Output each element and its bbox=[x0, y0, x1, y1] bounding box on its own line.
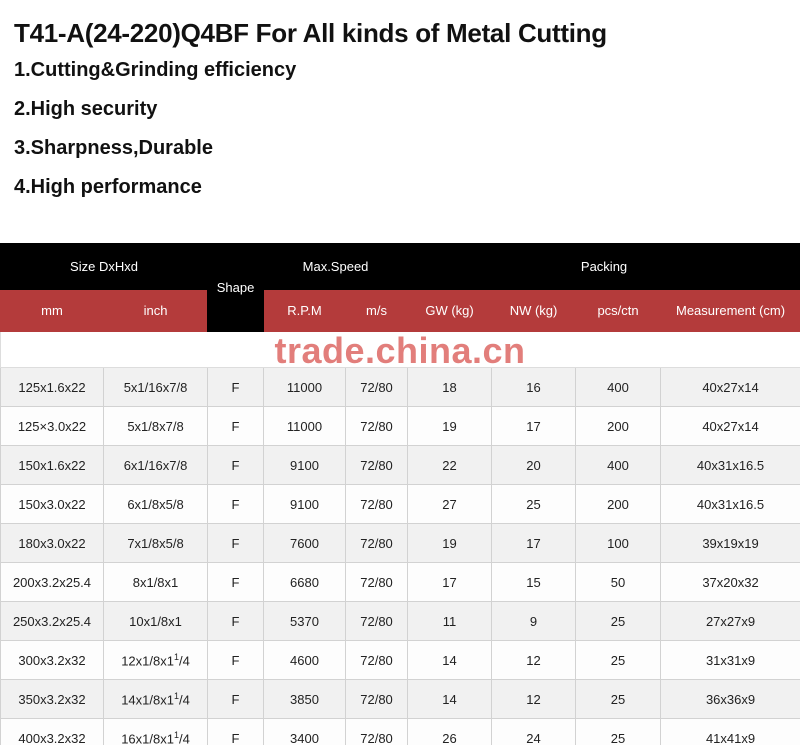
table-cell: 12 bbox=[492, 680, 576, 719]
table-cell: 6x1/16x7/8 bbox=[104, 446, 208, 485]
spec-table-wrapper bbox=[0, 243, 800, 745]
table-cell: 25 bbox=[576, 641, 661, 680]
table-cell: $14x1/8x1^1/4$ bbox=[104, 680, 208, 719]
table-cell: 19 bbox=[408, 524, 492, 563]
table-cell: 10x1/8x1 bbox=[104, 602, 208, 641]
table-cell: 72/80 bbox=[346, 719, 408, 745]
table-cell: 37x20x32 bbox=[661, 563, 800, 602]
table-cell: 40x31x16.5 bbox=[661, 485, 800, 524]
table-cell: 5370 bbox=[264, 602, 346, 641]
feature-list bbox=[0, 49, 800, 199]
table-cell: 7x1/8x5/8 bbox=[104, 524, 208, 563]
group-header-packing: Packing bbox=[408, 244, 800, 290]
table-cell: 31x31x9 bbox=[661, 641, 800, 680]
table-cell: 400x3.2x32 bbox=[1, 719, 104, 745]
table-cell: 16 bbox=[492, 368, 576, 407]
table-cell: 5x1/16x7/8 bbox=[104, 368, 208, 407]
table-cell: 50 bbox=[576, 563, 661, 602]
table-cell: F bbox=[208, 485, 264, 524]
table-cell: F bbox=[208, 680, 264, 719]
table-cell: 7600 bbox=[264, 524, 346, 563]
table-cell: $12x1/8x1^1/4$ bbox=[104, 641, 208, 680]
watermark: trade.china.cn bbox=[274, 330, 526, 371]
table-cell: 72/80 bbox=[346, 602, 408, 641]
table-cell: 3850 bbox=[264, 680, 346, 719]
table-cell: 72/80 bbox=[346, 485, 408, 524]
table-row bbox=[1, 719, 800, 745]
table-sub-header-row bbox=[1, 290, 800, 332]
col-header-inch: inch bbox=[104, 290, 208, 332]
table-body bbox=[1, 332, 800, 745]
table-cell: 11000 bbox=[264, 407, 346, 446]
table-cell: 18 bbox=[408, 368, 492, 407]
table-cell: 19 bbox=[408, 407, 492, 446]
table-row bbox=[1, 680, 800, 719]
list-item: 1.Cutting&Grinding efficiency bbox=[14, 59, 297, 81]
table-cell: 17 bbox=[492, 524, 576, 563]
col-header-pcsctn: pcs/ctn bbox=[576, 290, 661, 332]
table-cell: F bbox=[208, 641, 264, 680]
table-cell: F bbox=[208, 602, 264, 641]
table-cell: 6x1/8x5/8 bbox=[104, 485, 208, 524]
table-cell: 26 bbox=[408, 719, 492, 745]
group-header-shape: Shape bbox=[208, 244, 264, 332]
table-cell: $16x1/8x1^1/4$ bbox=[104, 719, 208, 745]
table-row bbox=[1, 368, 800, 407]
table-cell: 20 bbox=[492, 446, 576, 485]
table-spacer-row bbox=[1, 332, 800, 368]
table-cell: 9100 bbox=[264, 485, 346, 524]
spec-table bbox=[0, 243, 800, 745]
table-cell: 14 bbox=[408, 680, 492, 719]
table-cell: 25 bbox=[576, 680, 661, 719]
table-cell: 125×3.0x22 bbox=[1, 407, 104, 446]
table-cell: 125x1.6x22 bbox=[1, 368, 104, 407]
table-cell: 72/80 bbox=[346, 407, 408, 446]
table-cell: 350x3.2x32 bbox=[1, 680, 104, 719]
table-cell: 39x19x19 bbox=[661, 524, 800, 563]
table-row bbox=[1, 563, 800, 602]
table-cell: 72/80 bbox=[346, 524, 408, 563]
table-cell: 300x3.2x32 bbox=[1, 641, 104, 680]
table-row bbox=[1, 602, 800, 641]
table-cell: 6680 bbox=[264, 563, 346, 602]
group-header-size: Size DxHxd bbox=[1, 244, 208, 290]
table-cell: 40x27x14 bbox=[661, 368, 800, 407]
list-item: 3.Sharpness,Durable bbox=[14, 137, 213, 159]
table-row bbox=[1, 446, 800, 485]
col-header-rpm: R.P.M bbox=[264, 290, 346, 332]
col-header-measurement: Measurement (cm) bbox=[661, 290, 800, 332]
table-cell: 72/80 bbox=[346, 446, 408, 485]
table-cell: 24 bbox=[492, 719, 576, 745]
table-cell: 72/80 bbox=[346, 641, 408, 680]
table-cell: 25 bbox=[492, 485, 576, 524]
table-cell: 400 bbox=[576, 368, 661, 407]
table-cell: 180x3.0x22 bbox=[1, 524, 104, 563]
table-cell: 40x31x16.5 bbox=[661, 446, 800, 485]
table-group-header-row bbox=[1, 244, 800, 290]
table-cell: F bbox=[208, 563, 264, 602]
col-header-nw: NW (kg) bbox=[492, 290, 576, 332]
table-cell: 41x41x9 bbox=[661, 719, 800, 745]
table-cell: 25 bbox=[576, 602, 661, 641]
table-cell: F bbox=[208, 368, 264, 407]
table-cell: 9100 bbox=[264, 446, 346, 485]
col-header-ms: m/s bbox=[346, 290, 408, 332]
table-cell: 14 bbox=[408, 641, 492, 680]
table-cell: 17 bbox=[408, 563, 492, 602]
col-header-gw: GW (kg) bbox=[408, 290, 492, 332]
col-header-mm: mm bbox=[1, 290, 104, 332]
table-cell: 100 bbox=[576, 524, 661, 563]
table-row bbox=[1, 641, 800, 680]
table-row bbox=[1, 407, 800, 446]
table-cell: 36x36x9 bbox=[661, 680, 800, 719]
table-cell: 15 bbox=[492, 563, 576, 602]
table-cell: 3400 bbox=[264, 719, 346, 745]
table-cell: 250x3.2x25.4 bbox=[1, 602, 104, 641]
table-cell: 72/80 bbox=[346, 368, 408, 407]
group-header-maxspeed: Max.Speed bbox=[264, 244, 408, 290]
table-cell: 8x1/8x1 bbox=[104, 563, 208, 602]
table-cell: F bbox=[208, 719, 264, 745]
list-item: 2.High security bbox=[14, 98, 158, 120]
table-cell: 400 bbox=[576, 446, 661, 485]
table-cell: 27 bbox=[408, 485, 492, 524]
table-row bbox=[1, 485, 800, 524]
table-row bbox=[1, 524, 800, 563]
table-cell: 17 bbox=[492, 407, 576, 446]
table-cell: 11000 bbox=[264, 368, 346, 407]
table-cell: 72/80 bbox=[346, 563, 408, 602]
table-cell: 12 bbox=[492, 641, 576, 680]
table-cell: 22 bbox=[408, 446, 492, 485]
table-cell: 25 bbox=[576, 719, 661, 745]
table-cell: 150x3.0x22 bbox=[1, 485, 104, 524]
table-cell: 200 bbox=[576, 485, 661, 524]
table-cell: 4600 bbox=[264, 641, 346, 680]
list-item: 4.High performance bbox=[14, 176, 202, 198]
table-cell: 200 bbox=[576, 407, 661, 446]
table-cell: F bbox=[208, 524, 264, 563]
table-cell: 5x1/8x7/8 bbox=[104, 407, 208, 446]
table-cell: 27x27x9 bbox=[661, 602, 800, 641]
table-cell: 72/80 bbox=[346, 680, 408, 719]
table-cell: 40x27x14 bbox=[661, 407, 800, 446]
table-cell: 9 bbox=[492, 602, 576, 641]
page-title: T41-A(24-220)Q4BF For All kinds of Metal Cutting bbox=[14, 18, 607, 48]
table-cell: F bbox=[208, 407, 264, 446]
table-cell: 200x3.2x25.4 bbox=[1, 563, 104, 602]
table-cell: 11 bbox=[408, 602, 492, 641]
table-cell: F bbox=[208, 446, 264, 485]
table-cell: 150x1.6x22 bbox=[1, 446, 104, 485]
